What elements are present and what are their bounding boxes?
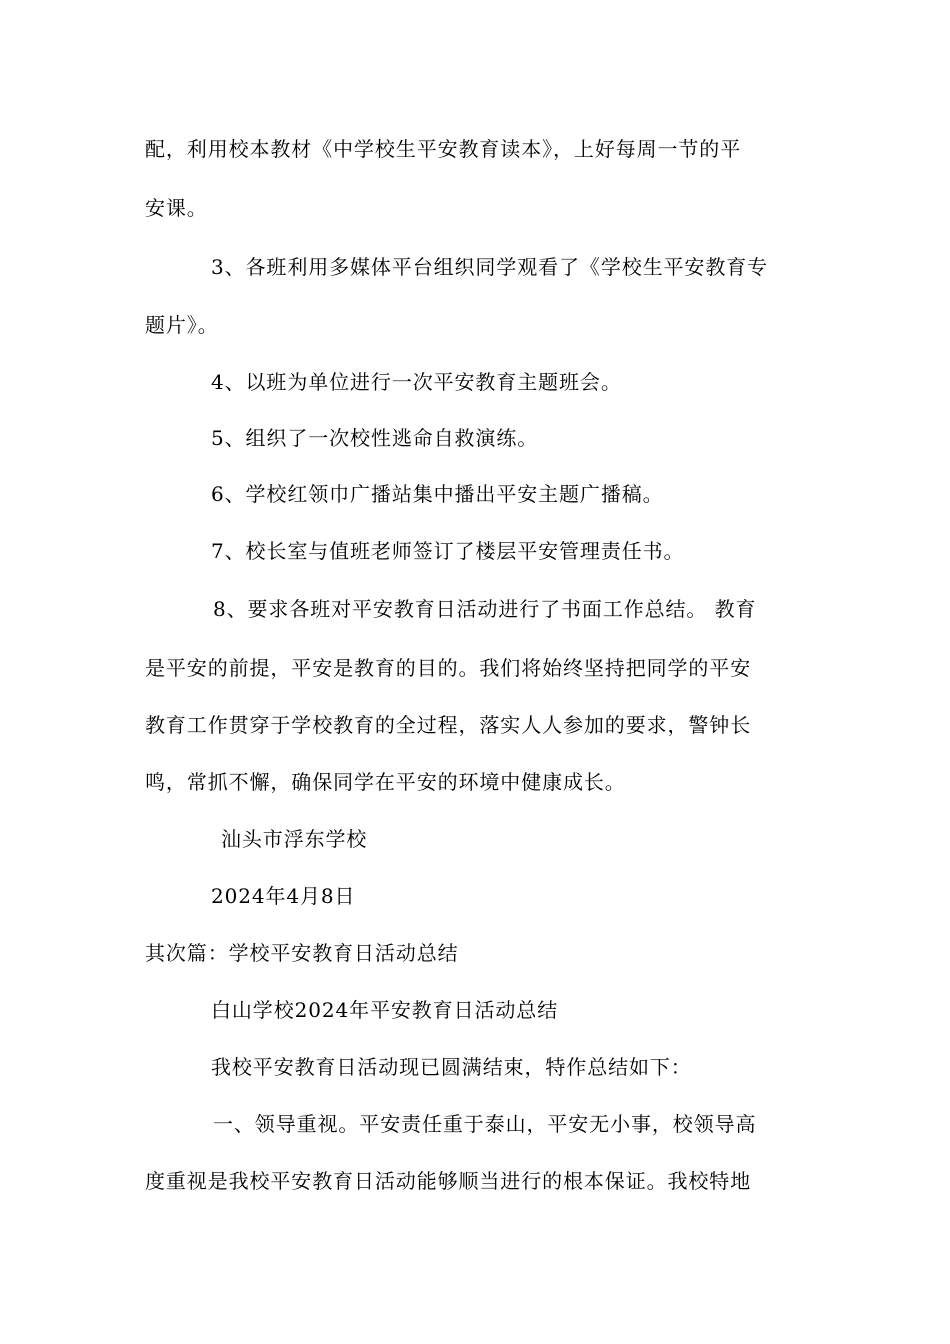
text-line: 5、组织了一次校性逃命自救演练。 bbox=[211, 426, 539, 450]
text-line: 是平安的前提，平安是教育的目的。我们将始终坚持把同学的平安 bbox=[145, 656, 752, 680]
text-line: 8、要求各班对平安教育日活动进行了书面工作总结。 教育 bbox=[213, 597, 757, 621]
text-line: 鸣，常抓不懈，确保同学在平安的环境中健康成长。 bbox=[145, 770, 626, 794]
section-title: 白山学校2024年平安教育日活动总结 bbox=[211, 998, 559, 1022]
text-line: 题片》。 bbox=[145, 313, 219, 337]
text-line: 7、校长室与值班老师签订了楼层平安管理责任书。 bbox=[211, 539, 685, 563]
text-line: 配，利用校本教材《中学校生平安教育读本》，上好每周一节的平 bbox=[145, 137, 742, 161]
text-line: 度重视是我校平安教育日活动能够顺当进行的根本保证。我校特地 bbox=[145, 1169, 752, 1193]
text-line: 3、各班利用多媒体平台组织同学观看了《学校生平安教育专 bbox=[211, 255, 769, 279]
text-line: 我校平安教育日活动现已圆满结束，特作总结如下： bbox=[211, 1055, 692, 1079]
section-heading: 其次篇：学校平安教育日活动总结 bbox=[145, 941, 459, 965]
signature-school: 汕头市浮东学校 bbox=[221, 827, 368, 851]
text-line: 安课。 bbox=[145, 196, 208, 220]
text-line: 一、领导重视。平安责任重于泰山，平安无小事，校领导高 bbox=[213, 1112, 757, 1136]
signature-date: 2024年4月8日 bbox=[211, 884, 356, 908]
text-line: 4、以班为单位进行一次平安教育主题班会。 bbox=[211, 370, 622, 394]
text-line: 教育工作贯穿于学校教育的全过程，落实人人参加的要求，警钟长 bbox=[145, 713, 752, 737]
text-line: 6、学校红领巾广播站集中播出平安主题广播稿。 bbox=[211, 482, 664, 506]
